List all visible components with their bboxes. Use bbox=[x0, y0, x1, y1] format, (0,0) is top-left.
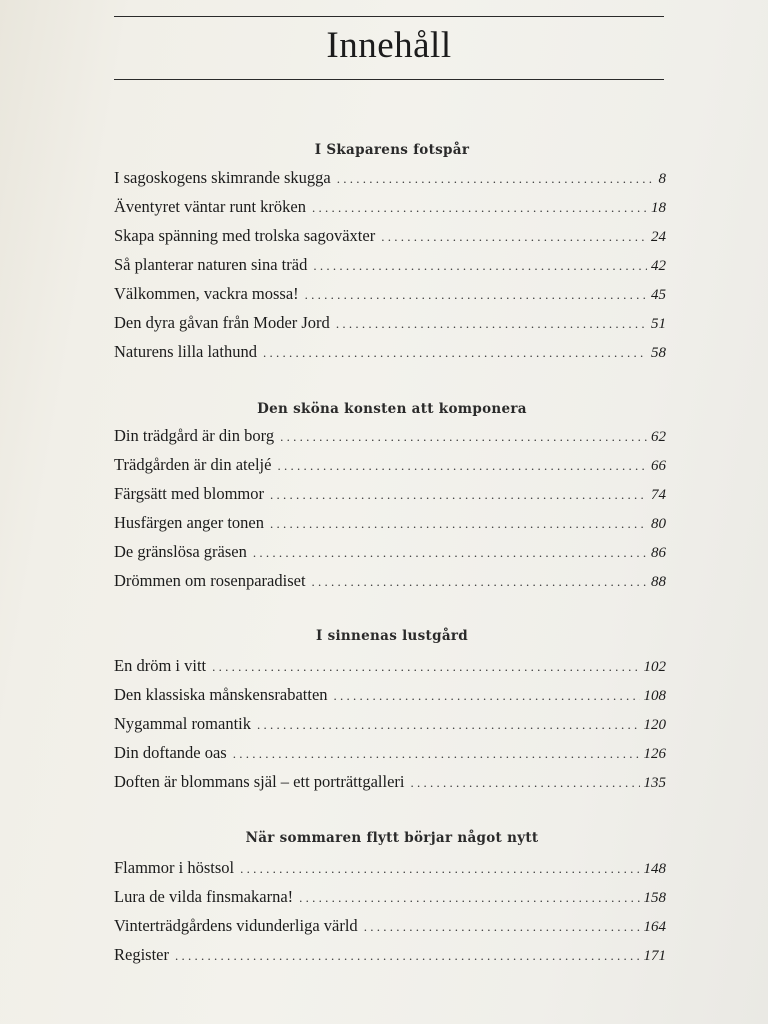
leader-dots bbox=[411, 775, 640, 791]
leader-dots bbox=[337, 171, 655, 187]
toc-entry-page: 148 bbox=[643, 861, 666, 877]
leader-dots bbox=[253, 545, 647, 561]
toc-entry bbox=[114, 342, 666, 364]
toc-entry-title: Naturens lilla lathund bbox=[114, 342, 257, 361]
toc-entry-title: Drömmen om rosenparadiset bbox=[114, 571, 306, 590]
toc-entry bbox=[114, 168, 666, 190]
toc-entry bbox=[114, 226, 666, 248]
toc-entry-page: 24 bbox=[651, 229, 666, 245]
toc-entry bbox=[114, 916, 666, 938]
leader-dots bbox=[336, 316, 647, 332]
toc-entry-title: Doften är blommans själ – ett porträttgalleri bbox=[114, 772, 405, 791]
toc-entry bbox=[114, 656, 666, 678]
toc-entry bbox=[114, 542, 666, 564]
toc-entry-page: 45 bbox=[651, 287, 666, 303]
toc-entry-title: Färgsätt med blommor bbox=[114, 484, 265, 503]
toc-entry bbox=[114, 513, 666, 535]
toc-entry bbox=[114, 484, 666, 506]
title-top-rule bbox=[114, 16, 664, 17]
toc-entry-page: 88 bbox=[651, 574, 666, 590]
toc-entry bbox=[114, 887, 666, 909]
toc-entry-page: 8 bbox=[658, 171, 666, 187]
leader-dots bbox=[240, 861, 639, 877]
leader-dots bbox=[305, 287, 647, 303]
toc-entry-page: 86 bbox=[651, 545, 666, 561]
toc-entry bbox=[114, 255, 666, 277]
toc-entry bbox=[114, 426, 666, 448]
leader-dots bbox=[313, 258, 647, 274]
toc-entry-page: 164 bbox=[643, 919, 666, 935]
toc-entry-title: Den dyra gåvan från Moder Jord bbox=[114, 313, 330, 332]
section-heading: I Skaparens fotspår bbox=[314, 142, 470, 158]
toc-entry-title: Flammor i höstsol bbox=[114, 858, 235, 877]
toc-entry-title: Din trädgård är din borg bbox=[114, 426, 275, 445]
toc-entry-title: Lura de vilda finsmakarna! bbox=[114, 887, 294, 906]
toc-entry bbox=[114, 945, 666, 967]
toc-entry-page: 58 bbox=[651, 345, 666, 361]
leader-dots bbox=[277, 458, 647, 474]
leader-dots bbox=[312, 200, 647, 216]
toc-entry-title: Register bbox=[114, 945, 169, 964]
leader-dots bbox=[334, 688, 640, 704]
section-heading: När sommaren flytt börjar något nytt bbox=[245, 830, 539, 846]
toc-entry-page: 120 bbox=[643, 717, 666, 733]
leader-dots bbox=[364, 919, 640, 935]
toc-entry-title: En dröm i vitt bbox=[114, 656, 207, 675]
leader-dots bbox=[263, 345, 647, 361]
toc-entry-page: 51 bbox=[651, 316, 666, 332]
toc-entry-title: De gränslösa gräsen bbox=[114, 542, 247, 561]
toc-entry-page: 108 bbox=[643, 688, 666, 704]
toc-entry-title: Nygammal romantik bbox=[114, 714, 252, 733]
toc-entry-page: 66 bbox=[651, 458, 666, 474]
toc-entry bbox=[114, 571, 666, 593]
leader-dots bbox=[233, 746, 640, 762]
toc-entry bbox=[114, 743, 666, 765]
toc-entry-page: 158 bbox=[643, 890, 666, 906]
toc-entry bbox=[114, 685, 666, 707]
leader-dots bbox=[257, 717, 639, 733]
toc-entry-page: 18 bbox=[651, 200, 666, 216]
leader-dots bbox=[270, 487, 647, 503]
toc-entry-page: 135 bbox=[643, 775, 666, 791]
toc-entry-title: Husfärgen anger tonen bbox=[114, 513, 264, 532]
toc-entry-page: 80 bbox=[651, 516, 666, 532]
title-bottom-rule bbox=[114, 79, 664, 80]
leader-dots bbox=[299, 890, 639, 906]
leader-dots bbox=[212, 659, 639, 675]
toc-entry bbox=[114, 197, 666, 219]
toc-entry-page: 74 bbox=[651, 487, 666, 503]
toc-entry bbox=[114, 455, 666, 477]
page-title: Innehåll bbox=[326, 25, 452, 66]
toc-entry-page: 126 bbox=[643, 746, 666, 762]
toc-entry bbox=[114, 858, 666, 880]
toc-entry-page: 62 bbox=[651, 429, 666, 445]
leader-dots bbox=[312, 574, 647, 590]
leader-dots bbox=[175, 948, 640, 964]
toc-entry-title: Skapa spänning med trolska sagoväxter bbox=[114, 226, 376, 245]
toc-entry-title: Den klassiska månskensrabatten bbox=[114, 685, 328, 704]
toc-entry-title: Så planterar naturen sina träd bbox=[114, 255, 308, 274]
toc-entry-title: Trädgården är din ateljé bbox=[114, 455, 272, 474]
leader-dots bbox=[280, 429, 647, 445]
toc-entry bbox=[114, 772, 666, 794]
toc-entry bbox=[114, 714, 666, 736]
toc-entry-page: 171 bbox=[643, 948, 666, 964]
toc-entry-page: 102 bbox=[643, 659, 666, 675]
toc-entry bbox=[114, 313, 666, 335]
toc-entry-title: Vinterträdgårdens vidunderliga värld bbox=[114, 916, 358, 935]
toc-entry bbox=[114, 284, 666, 306]
section-heading: I sinnenas lustgård bbox=[315, 628, 469, 644]
toc-entry-title: I sagoskogens skimrande skugga bbox=[114, 168, 331, 187]
toc-entry-title: Äventyret väntar runt kröken bbox=[114, 197, 306, 216]
section-heading: Den sköna konsten att komponera bbox=[257, 401, 527, 417]
leader-dots bbox=[381, 229, 647, 245]
toc-entry-page: 42 bbox=[651, 258, 666, 274]
leader-dots bbox=[270, 516, 647, 532]
toc-entry-title: Din doftande oas bbox=[114, 743, 227, 762]
toc-entry-title: Välkommen, vackra mossa! bbox=[114, 284, 299, 303]
